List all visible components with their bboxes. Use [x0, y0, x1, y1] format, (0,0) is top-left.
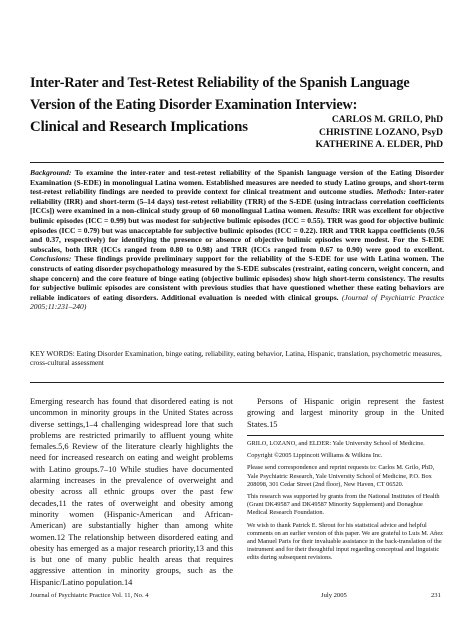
abstract — [30, 168, 444, 312]
title-line-1: Inter-Rater and Test-Retest Reliability of the Spanish Language — [30, 75, 410, 91]
author-list — [316, 114, 444, 152]
funding-note: This research was supported by grants from the National Institutes of Health (Grant DK49587 and DK49587 Minority Supplement) and Donaghue Medical Research Foundation. — [247, 492, 440, 517]
keywords: KEY WORDS: Eating Disorder Examination, binge eating, reliability, eating behavior, Latina, Hispanic, translation, psychometric measures, cross-cultural assessment — [30, 349, 442, 368]
acknowledgment-note: We wish to thank Patrick E. Shrout for his statistical advice and helpful comments on an earlier version of this paper. We are grateful to Luis M. Añez and Manuel Paris for their invaluable assistance in the back-translation of the instrument and for their thoughtful input regarding conceptual and linguistic edits during subsequent revisions. — [247, 521, 443, 562]
footer-page-number: 231 — [431, 592, 441, 599]
correspondence-note: Please send correspondence and reprint requests to: Carlos M. Grilo, PhD, Yale Psychiatric Research, Yale University School of Medicine, P.O. Box 208098, 301 Cedar Street (2nd floor), New Haven, CT 06520. — [247, 464, 435, 488]
abstract-methods-text: Inter-rater reliability (IRR) and short-term (5–14 days) test-retest reliability (TRR) of the S-EDE (using intraclass correlation coefficients [ICCs]) were examined in a non-clinical study group of 60 monolingual Latina women. — [30, 187, 445, 216]
abstract-top-rule — [30, 162, 444, 163]
body-top-rule — [30, 382, 444, 383]
author-2: CHRISTINE LOZANO, PsyD — [319, 126, 443, 138]
abstract-conclusions-label: Conclusions: — [30, 254, 72, 264]
author-1: CARLOS M. GRILO, PhD — [331, 114, 443, 125]
abstract-background-label: Background: — [30, 168, 72, 177]
title-line-2: Version of the Eating Disorder Examination Interview: — [30, 97, 358, 113]
author-3: KATHERINE A. ELDER, PhD — [315, 139, 443, 150]
title-line-3: Clinical and Research Implications — [30, 119, 248, 135]
notes-rule — [247, 435, 444, 436]
body-right-text: Persons of Hispanic origin represent the fastest growing and largest minority group in the United States.15 — [247, 397, 444, 429]
body-right-column — [247, 396, 444, 567]
abstract-results-text: IRR was excellent for objective bulimic episodes (ICC = 0.99) but was modest for subjective bulimic episodes (ICC = 0.55). TRR was good for objective bulimic episodes (ICC = 0.79) but was unacceptable for subjective bulimic episodes (ICC = 0.22). IRR and TRR kappa coefficients (0.56 and 0.37, respectively) for identifying the presence or absence of objective bulimic episodes were modest. For the S-EDE subscales, both IRR (ICCs ranged from 0.80 to 0.98) and TRR (ICCs ranged from 0.67 to 0.90) were good to excellent. — [30, 206, 444, 254]
abstract-methods-label: Methods: — [376, 187, 406, 197]
footer-journal: Journal of Psychiatric Practice Vol. 11, No. 4 — [30, 592, 149, 599]
abstract-results-label: Results: — [314, 206, 341, 216]
copyright-note: Copyright ©2005 Lippincott Williams & Wilkins Inc. — [247, 452, 383, 460]
abstract-conclusions-text: These findings provide preliminary support for the reliability of the S-EDE for use with Latina women. The constructs of eating disorder psychopathology measured by the S-EDE subscales (restraint, eating concern, weight concern, and shape concern) and the core feature of binge eating (objective bulimic episodes) show high short-term consistency. The results for subjective bulimic episodes are consistent with previous studies that have questioned whether these eating behaviors are reliable indicators of eating disorders. Additional evaluation is needed with clinical groups. — [30, 254, 444, 302]
affiliation-note: GRILO, LOZANO, and ELDER: Yale University School of Medicine. — [247, 439, 425, 447]
body-left-column: Emerging research has found that disordered eating is not uncommon in minority groups in the United States across diverse settings,1–4 challenging widespread lore that such problems are restricted primarily to affluent young white females.5,6 Review of the literature clearly highlights the need for increased research on eating and weight problems with Latino groups.7–10 While studies have documented alarming increases in the prevalence of overweight and obesity across all ethnic groups over the past few decades,11 the rates of overweight and obesity among minority women (Hispanic-American and African-American) are substantially higher than among white women.12 The relationship between disordered eating and obesity has emerged as a major research priority,13 and this is but one of many public health areas that requires aggressive attention in minority groups, such as the Hispanic/Latino population.14 — [30, 397, 233, 587]
abstract-citation: (Journal of Psychiatric Practice 2005;11:231–240) — [30, 292, 444, 312]
abstract-background-text: To examine the inter-rater and test-retest reliability of the Spanish language version of the Eating Disorder Examination (S-EDE) in monolingual Latina women. Established measures are needed to study Latino groups, and short-term test-retest reliability findings are needed to provide context for clinical treatment and outcome studies. — [30, 168, 444, 197]
footer-date: July 2005 — [321, 592, 347, 599]
